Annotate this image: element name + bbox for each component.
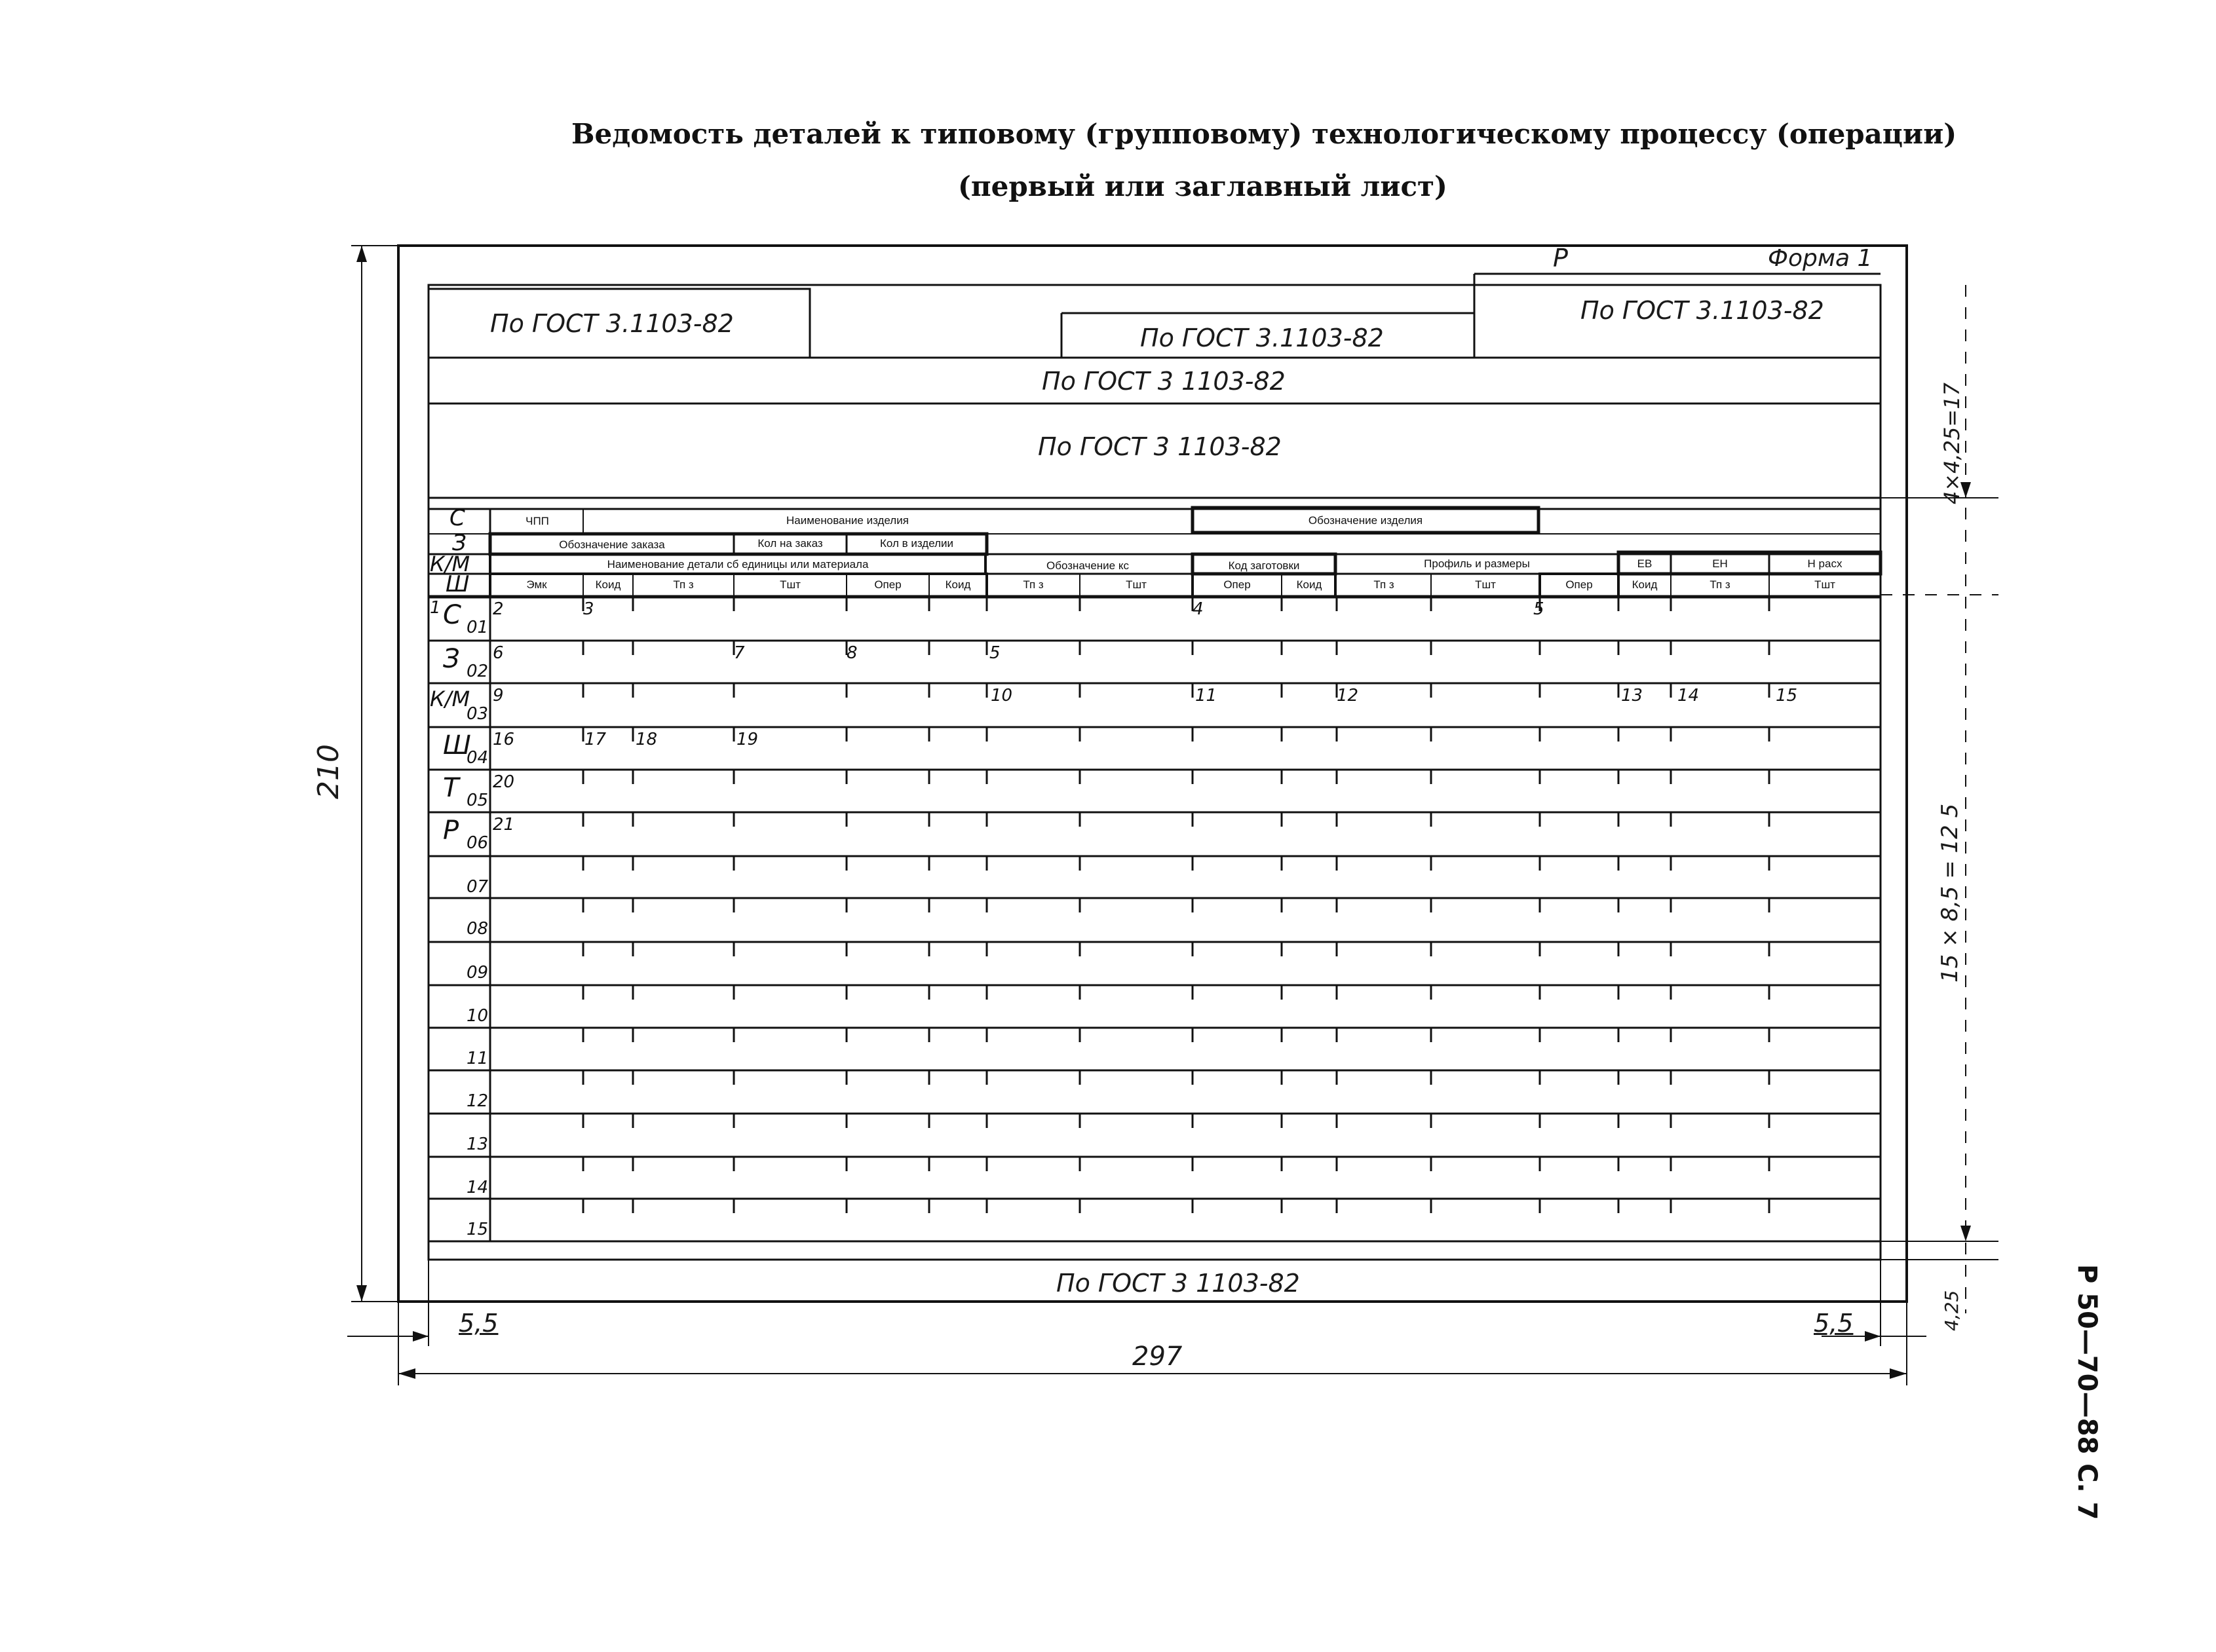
gost-row-2: По ГОСТ 3 1103-82	[1038, 432, 1282, 461]
row-number: 11	[467, 1049, 489, 1068]
dimension-bottom-block: 4,25	[1941, 1290, 1962, 1331]
header-row-sh-letter: Ш	[446, 571, 470, 597]
row-number: 15	[467, 1220, 489, 1239]
header-sh-cell: Тшт	[1814, 578, 1835, 591]
header-qty-product: Кол в изделии	[879, 537, 954, 550]
row-number: 12	[467, 1091, 489, 1111]
field-number: 12	[1337, 686, 1359, 705]
p-mark: Р	[1553, 244, 1568, 272]
field-number: 17	[584, 730, 607, 749]
header-sh-cell: Тп з	[1373, 578, 1394, 591]
page-reference: Р 50—70—88 С. 7	[2072, 1264, 2102, 1520]
dimension-margin-left: 5,5	[459, 1309, 499, 1338]
header-npp: ЧПП	[525, 515, 549, 527]
gost-bottom: По ГОСТ 3 1103-82	[1056, 1269, 1300, 1298]
header-designation-kd: Обозначение кс	[1046, 559, 1129, 572]
field-number: 2	[493, 599, 504, 619]
header-order-designation: Обозначение заказа	[559, 538, 665, 551]
field-number: 5	[989, 643, 1001, 663]
header-sh-cell: Коид	[595, 578, 621, 591]
field-number: 19	[736, 730, 759, 749]
header-sh-cell: Опер	[1223, 578, 1251, 591]
header-ev: ЕВ	[1637, 557, 1652, 570]
field-number: 21	[493, 815, 515, 835]
field-number: 4	[1193, 599, 1204, 619]
field-number: 13	[1621, 686, 1643, 705]
document-subtitle: (первый или заглавный лист)	[958, 170, 1447, 202]
dimension-margin-right: 5,5	[1814, 1309, 1854, 1338]
row-number: 03	[467, 704, 489, 724]
row-number: 04	[467, 748, 489, 768]
header-sh-cell: Эмк	[526, 578, 547, 591]
header-sh-cell: Тп з	[1710, 578, 1730, 591]
header-profile: Профиль и размеры	[1424, 557, 1530, 570]
row-number: 06	[467, 833, 489, 853]
row-number: 02	[467, 662, 489, 681]
field-number: 11	[1195, 686, 1217, 705]
header-sh-cell: Опер	[1565, 578, 1593, 591]
field-number: 6	[493, 643, 504, 663]
row-number: 05	[467, 791, 489, 810]
row-letter: З	[443, 644, 460, 674]
row-number: 07	[467, 877, 489, 897]
dimension-rows-block: 15 × 8,5 = 12 5	[1937, 803, 1963, 983]
field-number: 9	[493, 686, 504, 705]
header-row-c-letter: С	[449, 505, 465, 531]
header-sh-cell: Коид	[1632, 578, 1658, 591]
header-sh-cell: Тп з	[1023, 578, 1044, 591]
row-number: 01	[467, 618, 489, 637]
field-number: 7	[734, 643, 745, 663]
header-sh-cell: Тп з	[673, 578, 694, 591]
row-letter: С	[443, 600, 461, 630]
field-number: 5	[1533, 599, 1544, 619]
field-number: 10	[991, 686, 1013, 705]
header-product-designation: Обозначение изделия	[1308, 514, 1423, 527]
row-letter: Р	[443, 816, 459, 846]
header-sh-cell: Тшт	[780, 578, 801, 591]
row-number: 13	[467, 1135, 489, 1154]
field-number: 20	[493, 772, 515, 792]
field-number: 16	[493, 730, 515, 749]
field-number: 14	[1677, 686, 1700, 705]
field-number: 3	[583, 599, 594, 619]
header-sh-cell: Опер	[874, 578, 902, 591]
dimension-header-block: 4×4,25=17	[1939, 383, 1964, 504]
form-label: Форма 1	[1768, 245, 1873, 272]
row-letter: Т	[443, 773, 459, 803]
row-letter: Ш	[443, 730, 471, 760]
row-letter: К/М	[430, 686, 470, 711]
header-sh-cell: Тшт	[1475, 578, 1496, 591]
row-number: 10	[467, 1006, 489, 1026]
gost-center-box: По ГОСТ 3.1103-82	[1140, 324, 1384, 352]
dimension-height: 210	[312, 744, 345, 799]
row-number: 09	[467, 963, 489, 983]
header-row-km-letter: К/М	[430, 552, 470, 576]
field-number: 18	[636, 730, 658, 749]
field-number: 8	[847, 643, 858, 663]
header-n-rash: Н расх	[1807, 557, 1843, 570]
header-product-name: Наименование изделия	[786, 514, 909, 527]
header-sh-cell: Коид	[945, 578, 971, 591]
gost-row-1: По ГОСТ 3 1103-82	[1042, 367, 1286, 396]
row-lead-number: 1	[430, 598, 441, 618]
gost-left-box: По ГОСТ 3.1103-82	[490, 309, 734, 338]
field-number: 15	[1776, 686, 1798, 705]
document-title: Ведомость деталей к типовому (групповому) технологическому процессу (операции)	[571, 118, 1957, 150]
row-number: 14	[467, 1178, 489, 1197]
header-en: ЕН	[1712, 557, 1728, 570]
header-blank-code: Код заготовки	[1228, 559, 1300, 572]
gost-right-box: По ГОСТ 3.1103-82	[1580, 296, 1824, 325]
dimension-width: 297	[1132, 1342, 1183, 1372]
header-sh-cell: Тшт	[1126, 578, 1147, 591]
header-qty-order: Кол на заказ	[757, 537, 823, 550]
header-sh-cell: Коид	[1296, 578, 1322, 591]
header-part-name: Наименование детали сб единицы или материала	[607, 558, 869, 571]
row-number: 08	[467, 919, 489, 939]
header-row-z-letter: З	[452, 530, 467, 556]
